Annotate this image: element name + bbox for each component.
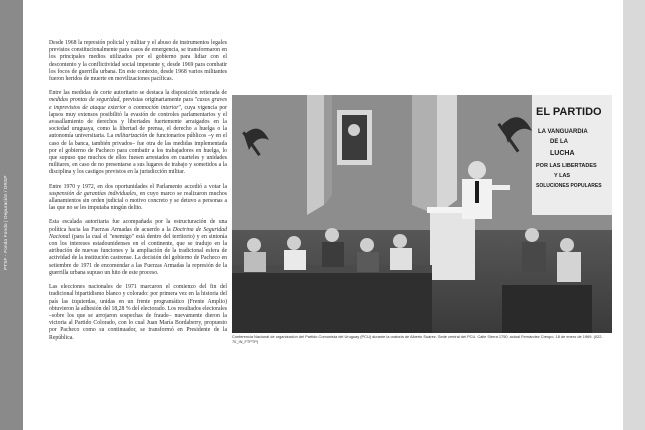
body-paragraph [49, 40, 227, 83]
banner-line-6: Y LAS [554, 173, 571, 179]
left-margin-band [0, 0, 23, 430]
text-run: Las elecciones nacionales de 1971 marcaron el comienzo del fin del tradicional bipartidismo blanco y colorado: por primera vez en la historia del país las izquierdas, unidas en un frente programático (Frente Amplio) obtuvieron la adhesión del 18,28 % del electorado. Los resultados electorales –sobre los que se arrojaron sospechas de fraude– nuevamente dieron la victoria al Partido Colorado, con lo cual Juan María Bordaberry, propuesto por Pacheco como su continuador, se transformó en Presidente de la República. [49, 284, 227, 341]
italic-run: casos graves e imprevistos de ataque exterior o conmoción interior [49, 97, 228, 111]
text-run: Entre las medidas de corte autoritario se destaca la disposición reiterada de [49, 90, 227, 97]
text-run: , en cuyo marco se realizaron muchos allanamientos sin orden judicial o motivo concreto y se detuvo a personas a las que no se les imputaba ningún delito. [49, 190, 227, 212]
text-run: Entre 1970 y 1972, en dos oportunidades el Parlamento accedió a votar la [49, 183, 227, 190]
banner-line-4: LUCHA [550, 150, 575, 157]
right-margin-band [623, 0, 645, 430]
italic-run: medidas prontas de seguridad [49, 97, 120, 104]
body-paragraph [49, 184, 227, 213]
text-run: ", cuya vigencia por lapsos muy extensos posibilitó la evasión de controles parlamentarios y el avasallamiento de derechos y libertades fuertemente arraigados en la sociedad uruguaya, como la libertad de prensa, el derecho a huelga o la autonomía universitaria. La [49, 104, 228, 140]
banner-line-3: DE LA [550, 139, 568, 145]
banner-line-2: LA VANGUARDIA [538, 129, 588, 135]
banner-line-7: SOLUCIONES POPULARES [536, 183, 602, 189]
body-text-column [49, 40, 227, 349]
photo-illustration [232, 95, 612, 333]
archive-reference-label: PTSF - Fondo Fondo | Depuración / DRSP [3, 175, 8, 270]
text-run: , previstas originariamente para " [119, 97, 198, 104]
banner-line-5: POR LAS LIBERTADES [536, 163, 597, 169]
body-paragraph [49, 90, 227, 176]
text-run: Esta escalada autoritaria fue acompañada por la estructuración de una política hacia las Fuerzas Armadas de acuerdo a la [49, 219, 227, 233]
text-run: de funcionarios públicos –y en el caso de la banca, también privados– fue otra de las medidas implementada por el gobierno de Pacheco para combatir a los trabajadores en huelga, lo que supuso que muchos de ellos fuesen arrestados en cuarteles y unidades militares, en caso de no presentarse a sus lugares de trabajo y sometidos a la disciplina y los castigos previstos en la jurisdicción militar. [49, 133, 228, 176]
italic-run: militarización [114, 133, 148, 140]
text-run: Desde 1968 la represión policial y militar y el abuso de instrumentos legales previstos constitucionalmente para casos de emergencia, se transformaron en los principales medios utilizados por el gobierno para lidiar con el descontento y la conflictividad social imperante y, desde 1969 para combatir los focos de guerrilla urbana. En este contexto, desde 1968 varios militantes fueron heridos de muerte en movilizaciones pacíficas. [49, 40, 227, 83]
italic-run: suspensión de garantías individuales [49, 190, 137, 197]
banner-line-1: EL PARTIDO [536, 106, 602, 118]
body-paragraph [49, 219, 227, 277]
historical-photo [232, 95, 612, 333]
text-run: (para la cual el "enemigo" está dentro del territorio) y en sintonía con los intereses estadounidenses en el continente, que se tradujo en la atribución de nuevas funciones y la ampliación de la tradicional esfera de actividad de la institución castrense. La decisión del gobierno de Pacheco en setiembre de 1971 de encomendar a las Fuerzas Armadas la represión de la guerrilla urbana supuso un hito de este proceso. [49, 233, 227, 276]
photo-caption: Conferencia Nacional de organización del Partido Comunista del Uruguay (PCU) durante la oratoria de Alberto Suárez. Sede central del PCU. Calle Sierra 1750, actual Fernández Crespo. 18 de enero de 1969. (022-70_IN_FTPTP) [232, 334, 603, 344]
body-paragraph [49, 284, 227, 342]
italic-run: Doctrina de Seguridad Nacional [49, 226, 227, 240]
